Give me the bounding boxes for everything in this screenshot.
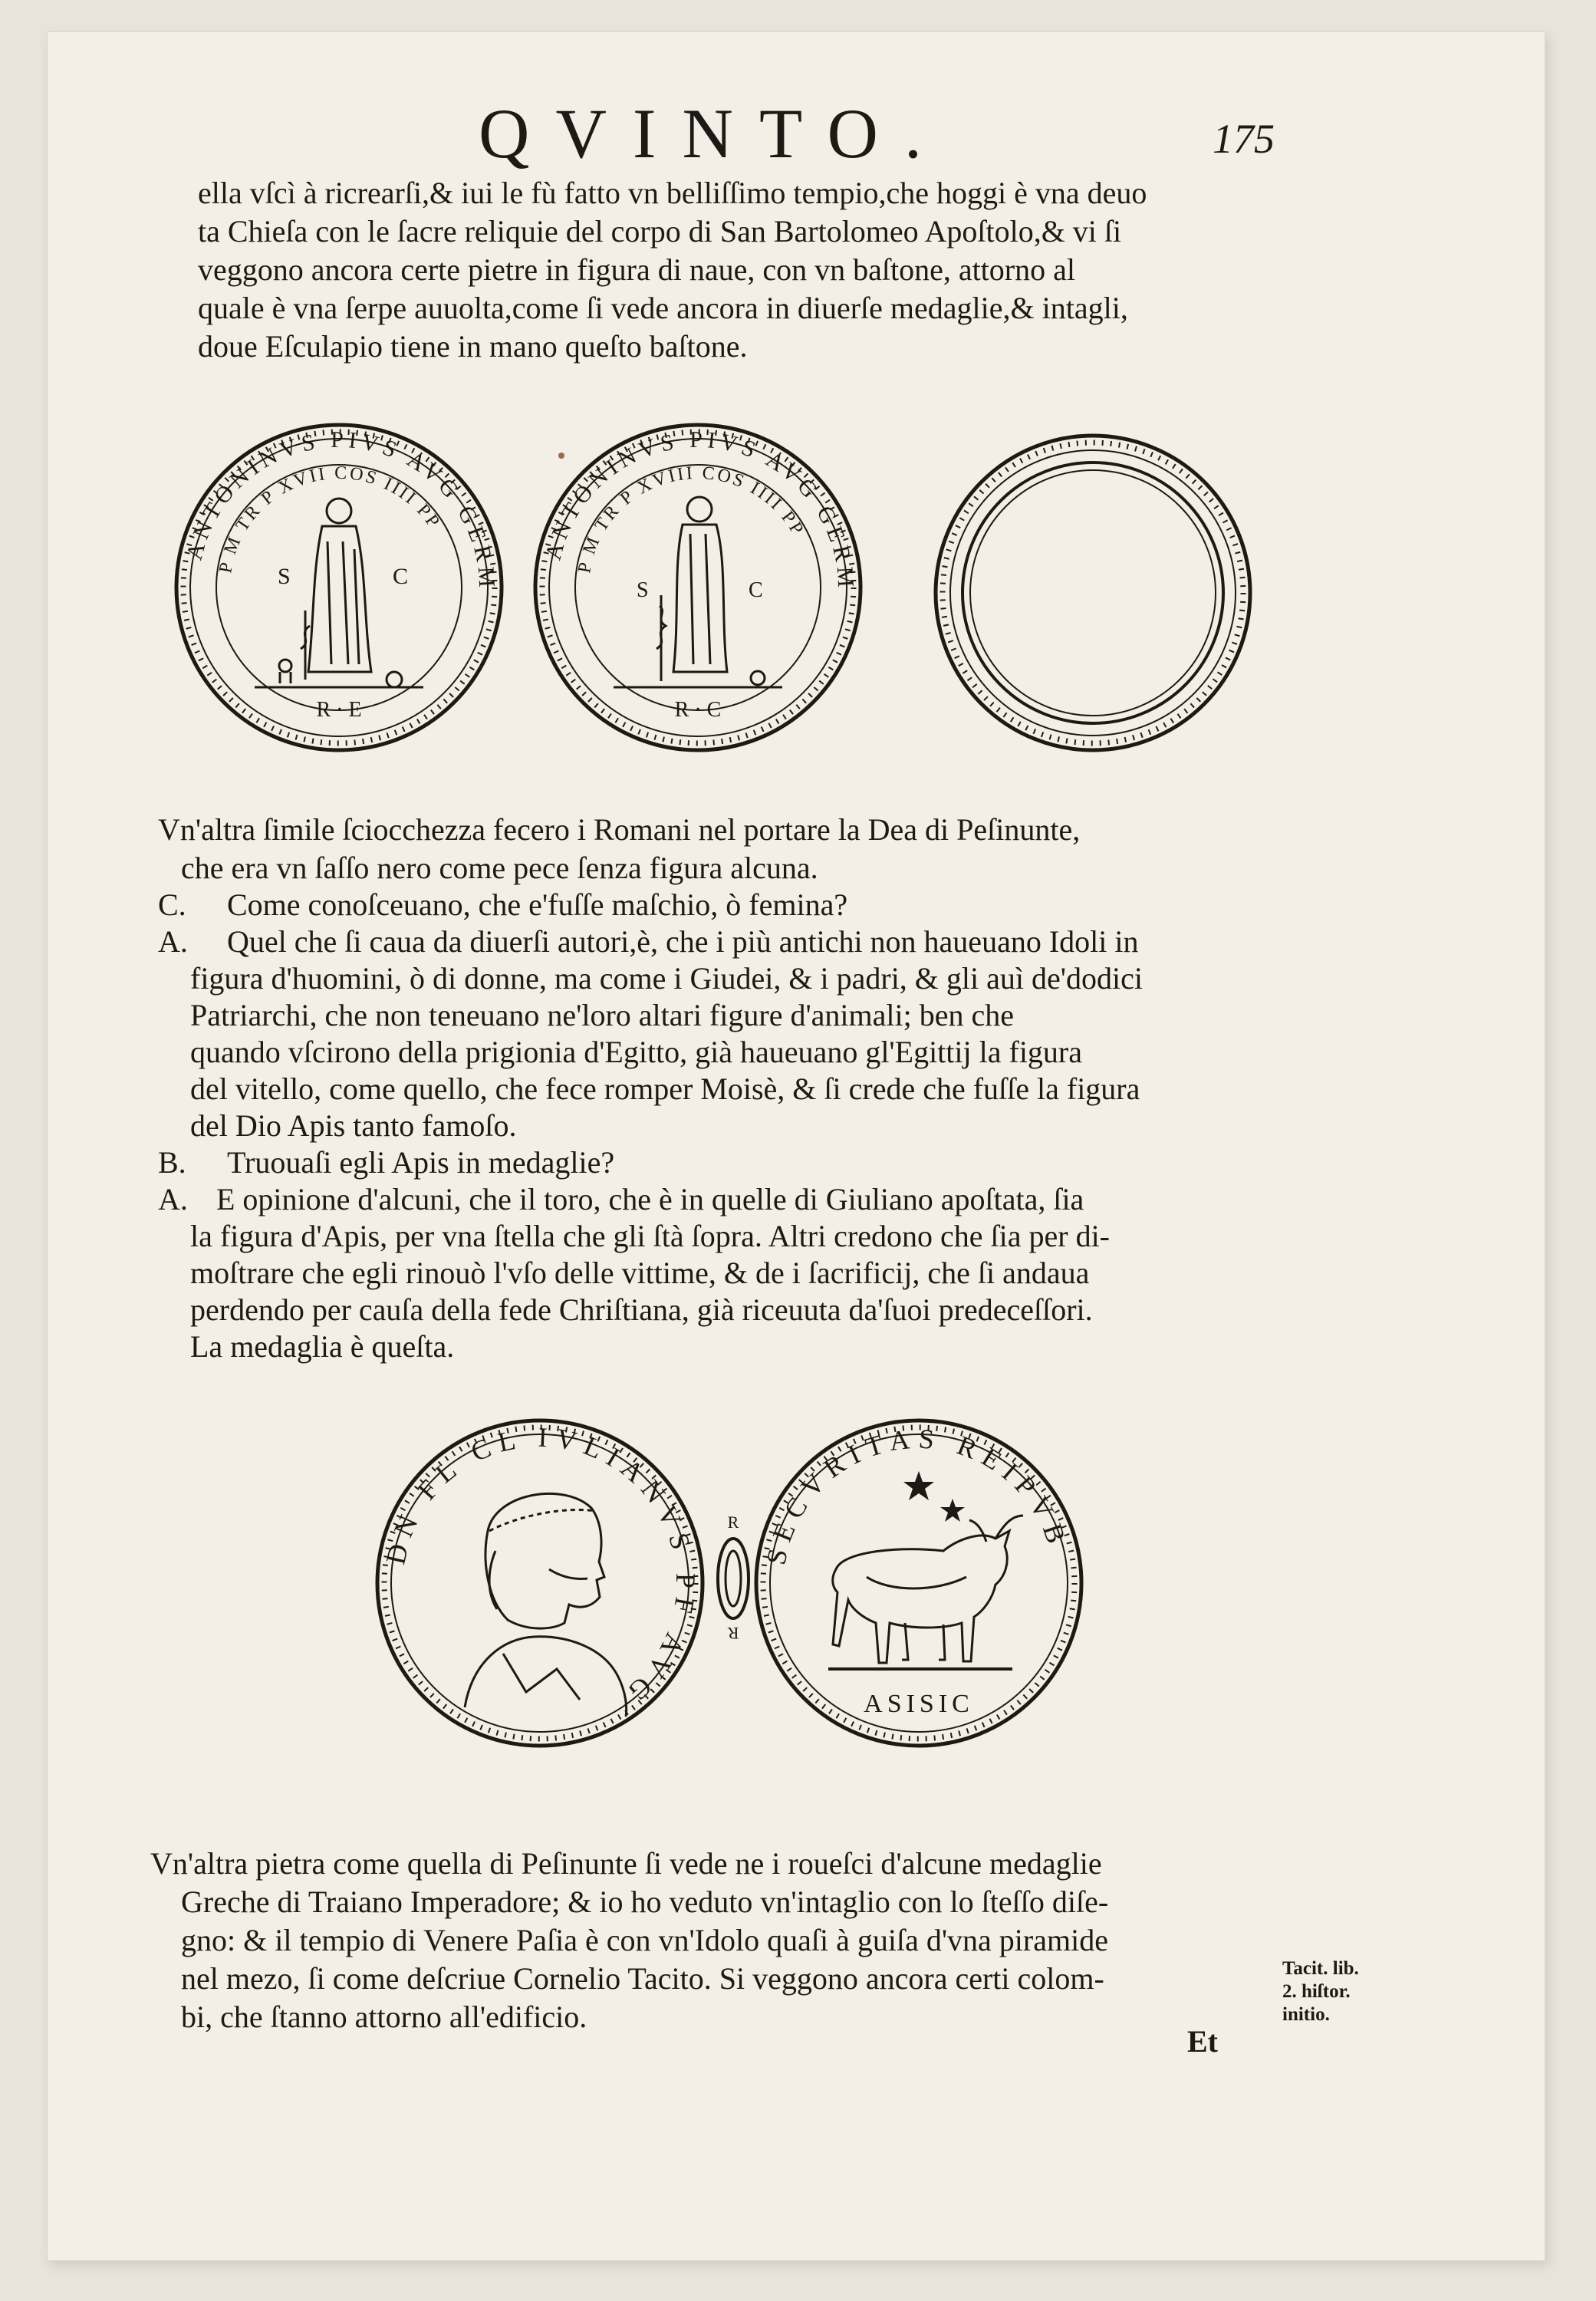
connector-letter: R	[727, 1513, 739, 1532]
page-number: 175	[1213, 116, 1275, 162]
text-line: veggono ancora certe pietre in figura di naue, con vn baſtone, attorno al	[198, 252, 1075, 287]
text-line: nel mezo, ſi come deſcriue Cornelio Tacito. Si veggono ancora certi colom-	[181, 1961, 1104, 1996]
speaker-label: A.	[158, 924, 188, 959]
text-line: gno: & il tempio di Venere Paſia è con vn'Idolo quaſi à guiſa d'vna piramide	[181, 1923, 1108, 1957]
text-line: del vitello, come quello, che fece romper Moisè, & ſi crede che fuſſe la figura	[190, 1071, 1140, 1106]
text-line: ella vſcì à ricrearſi,& iui le fù fatto vn belliſſimo tempio,che hoggi è vna deuo	[198, 176, 1147, 210]
margin-note-line: Tacit. lib.	[1282, 1958, 1359, 1979]
medal-legend: SECVRITAS REIPVB	[760, 1423, 1074, 1568]
field-letter-c: C	[393, 564, 409, 589]
text-line: La medaglia è queſta.	[190, 1329, 455, 1364]
medal-julian-reverse-bull	[752, 1416, 1086, 1750]
medal-connector	[710, 1509, 756, 1648]
medal-exergue: ASISIC	[864, 1690, 974, 1718]
text-line: che era vn ſaſſo nero come pece ſenza figura alcuna.	[181, 851, 818, 885]
text-line: del Dio Apis tanto famoſo.	[190, 1108, 517, 1143]
medal-antoninus-aesculapius-1	[170, 419, 508, 756]
medal-legend: ANTONINVS PIVS AVG GERM	[540, 426, 859, 593]
medal-exergue: R · C	[674, 698, 722, 722]
text-line: figura d'huomini, ò di donne, ma come i Giudei, & i padri, & gli auì de'dodici	[190, 961, 1143, 996]
medal-julian-obverse	[373, 1416, 707, 1750]
text-line: quale è vna ſerpe auuolta,come ſi vede ancora in diuerſe medaglie,& intagli,	[198, 291, 1128, 325]
speaker-label: A.	[158, 1182, 188, 1216]
margin-note	[1282, 1957, 1359, 2026]
text-line: Vn'altra pietra come quella di Peſinunte ſi vede ne i roueſci d'alcune medaglie	[150, 1846, 1102, 1881]
margin-note-line: initio.	[1282, 2004, 1330, 2025]
medal-inner-legend: P M TR P XVII COS IIII PP	[216, 463, 445, 575]
page-title: QVINTO.	[479, 94, 948, 173]
margin-note-line: 2. hiſtor.	[1282, 1981, 1351, 2002]
speaker-label: B.	[158, 1145, 186, 1180]
connector-letter: R	[727, 1624, 739, 1643]
medal-legend: DN FL CL IVLIANVS PF AVG	[380, 1421, 702, 1713]
medal-inner-legend: P M TR P XVIII COS IIII PP	[574, 463, 808, 575]
text-line: perdendo per cauſa della fede Chriſtiana, già riceuuta da'ſuoi predeceſſori.	[190, 1292, 1093, 1327]
field-letter-s: S	[278, 564, 291, 589]
field-letter-c: C	[749, 578, 763, 602]
text-line: Quel che ſi caua da diuerſi autori,è, che i più antichi non haueuano Idoli in	[227, 924, 1139, 959]
star-icon	[940, 1499, 965, 1522]
svg-text:SECVRITAS REIPVB	[760, 1423, 1074, 1567]
text-line: E opinione d'alcuni, che il toro, che è in quelle di Giuliano apoſtata, ſia	[216, 1182, 1084, 1216]
text-line: la figura d'Apis, per vna ſtella che gli ſtà ſopra. Altri credono che ſia per di-	[190, 1219, 1111, 1253]
text-line: Truouaſi egli Apis in medaglie?	[227, 1145, 615, 1180]
text-line: Vn'altra ſimile ſciocchezza fecero i Romani nel portare la Dea di Peſinunte,	[158, 812, 1081, 847]
medal-legend: ANTONINVS PIVS AVG GERM	[181, 426, 500, 593]
text-line: bi, che ſtanno attorno all'edificio.	[181, 2000, 587, 2034]
field-letter-s: S	[637, 578, 649, 602]
catchword: Et	[1187, 2024, 1218, 2059]
medal-blank-ring	[928, 428, 1258, 758]
text-line: Patriarchi, che non teneuano ne'loro altari figure d'animali; ben che	[190, 998, 1014, 1032]
star-icon	[903, 1471, 934, 1500]
text-line: quando vſcirono della prigionia d'Egitto, già haueuano gl'Egittij la figura	[190, 1035, 1083, 1069]
text-line: doue Eſculapio tiene in mano queſto baſtone.	[198, 329, 748, 364]
text-line: Greche di Traiano Imperadore; & io ho veduto vn'intaglio con lo ſteſſo diſe-	[181, 1885, 1109, 1919]
text-line: moſtrare che egli rinouò l'vſo delle vittime, & de i ſacrificij, che ſi andaua	[190, 1256, 1090, 1290]
text-line: ta Chieſa con le ſacre reliquie del corpo di San Bartolomeo Apoſtolo,& vi ſi	[198, 214, 1122, 249]
medal-antoninus-aesculapius-2	[529, 419, 867, 756]
medal-exergue: R · E	[316, 698, 362, 722]
text-line: Come conoſceuano, che e'fuſſe maſchio, ò femina?	[227, 887, 848, 922]
speaker-label: C.	[158, 887, 186, 922]
